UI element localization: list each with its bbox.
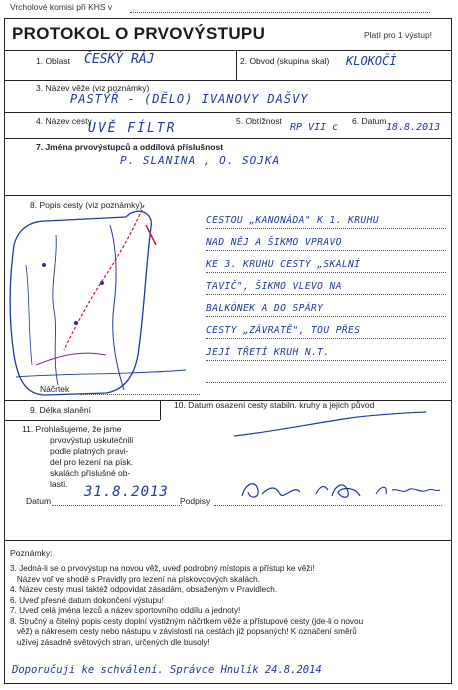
divider [5,138,451,139]
divider [5,50,451,51]
divider [236,50,237,80]
tower-outline [10,211,151,395]
note-line: 7. Uveď celá jména lezců a název sportovního oddílu a jednoty! [10,606,241,615]
note-line: užívej zásadně světových stran, určených dle busoly! [10,637,210,647]
writing-line [206,250,446,251]
note-line: 3. Jedná-li se o prvovýstup na novou věž, uveď podrobný místopis a přístup ke věži! [10,564,315,573]
writing-line [206,316,446,317]
description-line: CESTY „ZÁVRATĚ", TOU PŘES [206,325,361,336]
writing-line [206,228,446,229]
field-bolts-label: 10. Datum osazení cesty stabiln. kruhy a jejich původ [174,400,375,410]
declaration-line: 11. Prohlašujeme, že jsme [22,424,122,434]
header-recipient: Vrcholové komisi při KHS v [10,2,113,12]
field-district-label: 2. Obvod (skupina skal) [240,56,330,66]
field-tower-label: 3. Název věže (viz poznámky) [36,83,150,93]
approval-note: Doporučuji ke schválení. Správce Hnulík 24.8.2014 [12,664,322,676]
note-line: věž) a nákresem cesty nebo nástupu v závislosti na cestách již popsaných! K označení směrů [10,627,357,636]
writing-line [206,360,446,361]
field-rappel-label: 9. Délka slanění [30,405,91,415]
declaration-line: podle platných pravi- [50,446,129,456]
approach-line [36,353,106,365]
field-region-value: ČESKÝ RÁJ [84,52,155,67]
ring-mark [42,263,46,267]
description-line: CESTOU „KANONÁDA" K 1. KRUHU [206,215,379,226]
form-title: PROTOKOL O PRVOVÝSTUPU [12,24,266,43]
description-line: TAVIČ", ŠIKMO VLEVO NA [206,281,342,292]
sketch-label-line [80,394,200,395]
writing-line [206,294,446,295]
field-tower-value: PASTÝŘ - (DĚLO) IVANOVY DAŠVY [70,92,309,106]
date-label: Datum [26,496,52,506]
route-sketch [6,205,196,400]
ring-mark [74,321,78,325]
declaration-line: prvovýstup uskutečnili [50,435,134,445]
writing-line [206,272,446,273]
bolts-entry-stroke [230,410,430,440]
notes-list [10,564,446,648]
description-line: JEJÍ TŘETÍ KRUH N.T. [206,347,330,358]
declaration [22,424,162,490]
field-difficulty-value: RP VII c [290,122,339,133]
date-line [52,505,182,506]
note-line: 6. Uveď přesné datum dokončení výstupu! [10,595,164,605]
field-climbers-value: P. SLANINA , O. SOJKA [120,154,281,167]
field-region-label: 1. Oblast [36,56,71,66]
note-line: 4. Název cesty musí taktéž odpovídat zásadám, obsaženým v Pravidlech. [10,585,278,594]
divider [5,540,451,541]
signatures [236,476,446,506]
notes-heading: Poznámky: [10,548,53,558]
note-line: 8. Stručný a čitelný popis cesty doplní výstižným náčrtkem věže a přístupové cesty (jde-li o novou [10,616,364,626]
tower-crack [53,235,58,385]
signature-label: Podpisy [180,496,211,506]
ring-mark [100,281,104,285]
declaration-line: lasti. [50,479,68,489]
field-district-value: KLOKOČÍ [346,54,397,68]
note-line: Název voľ ve shodě s Pravidly pro lezení na pískovcových skalách. [10,574,260,584]
tower-crack [110,225,124,390]
field-description-label: 8. Popis cesty (viz poznámky) [30,200,143,210]
ground-line [16,370,186,377]
field-date-value: 18.8.2013 [386,122,441,133]
form-validity-note: Platí pro 1 výstup! [364,30,433,40]
divider [5,195,451,196]
date-value: 31.8.2013 [84,484,169,500]
divider [5,420,160,421]
declaration-line: skalách příslušné ob- [50,468,131,478]
description-line: KE 3. KRUHU CESTY „SKALNÍ [206,259,361,270]
writing-line [206,338,446,339]
divider [5,112,451,113]
description-line: BALKÓNEK A DO SPÁRY [206,303,324,314]
field-difficulty-label: 5. Obtížnost [236,116,282,126]
description-line: NAD NĚJ A ŠIKMO VPRAVO [206,237,342,248]
divider [160,400,161,420]
field-climbers-label: 7. Jména prvovýstupců a oddílová příslušnost [36,142,224,152]
declaration-line: del pro lezení na písk. [50,457,134,467]
tower-crack [26,265,32,365]
sketch-label: Náčrtek [40,384,70,394]
divider [5,80,451,81]
field-date-label: 6. Datum [352,116,387,126]
route-line [64,205,144,350]
field-route-label: 4. Název cesty [36,116,92,126]
route-description [206,210,448,364]
field-route-value: UVĚ FÍLTR [88,121,177,136]
header-recipient-line [130,12,430,13]
writing-line [206,382,446,383]
